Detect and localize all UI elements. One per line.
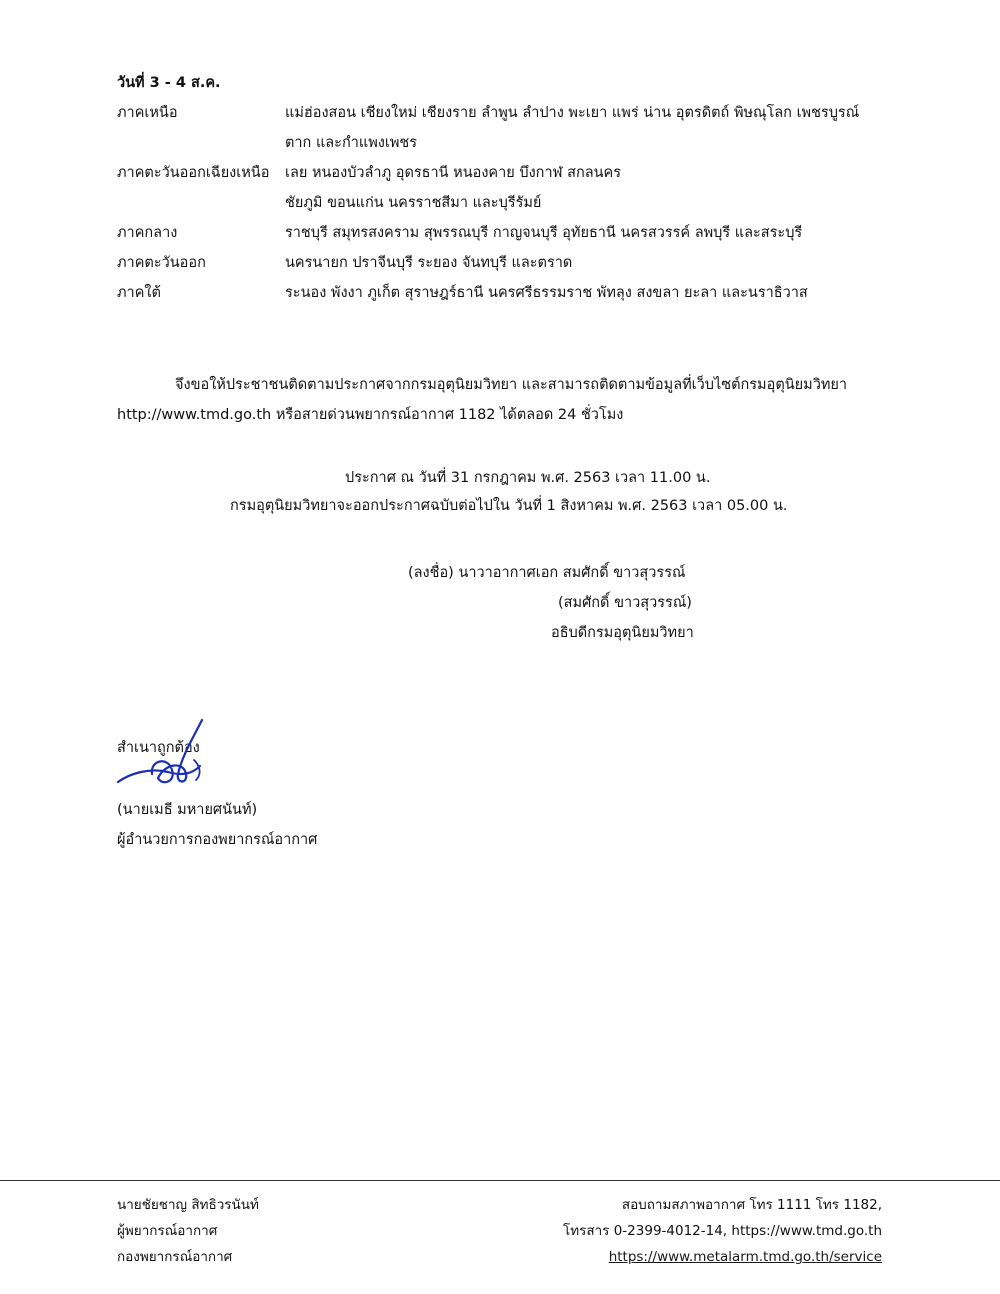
handwritten-signature (112, 716, 212, 792)
signatory-position: อธิบดีกรมอุตุนิยมวิทยา (551, 625, 694, 641)
forecast-date-heading: วันที่ 3 - 4 ส.ค. (117, 75, 221, 91)
announcement-issued: ประกาศ ณ วันที่ 31 กรกฎาคม พ.ศ. 2563 เวลา 11.00 น. (345, 470, 711, 486)
region-provinces-northeast-line2: ชัยภูมิ ขอนแก่น นครราชสีมา และบุรีรัมย์ (285, 195, 542, 211)
advisory-line-2: http://www.tmd.go.th หรือสายด่วนพยากรณ์อากาศ 1182 ได้ตลอด 24 ชั่วโมง (117, 407, 624, 423)
advisory-line-1: จึงขอให้ประชาชนติดตามประกาศจากกรมอุตุนิยมวิทยา และสามารถติดตามข้อมูลที่เว็บไซต์กรมอุตุนิยมวิทยา (175, 377, 848, 393)
region-label-south: ภาคใต้ (117, 285, 161, 301)
footer-divider (0, 1180, 1000, 1181)
certified-copy-label: สำเนาถูกต้อง (117, 740, 200, 756)
region-provinces-central: ราชบุรี สมุทรสงคราม สุพรรณบุรี กาญจนบุรี อุทัยธานี นครสวรรค์ ลพบุรี และสระบุรี (285, 225, 803, 241)
signatory-name: (สมศักดิ์ ขาวสุวรรณ์) (558, 595, 692, 611)
footer-forecaster-title: ผู้พยากรณ์อากาศ (117, 1223, 218, 1239)
footer-contact-phone: สอบถามสภาพอากาศ โทร 1111 โทร 1182, (621, 1197, 882, 1213)
region-label-central: ภาคกลาง (117, 225, 178, 241)
certified-name: (นายเมธี มหายศนันท์) (117, 802, 258, 818)
footer-forecaster-name: นายชัยชาญ สิทธิวรนันท์ (117, 1197, 259, 1213)
region-provinces-north-line2: ตาก และกำแพงเพชร (285, 135, 418, 151)
signatory-signed: (ลงชื่อ) นาวาอากาศเอก สมศักดิ์ ขาวสุวรรณ์ (408, 565, 686, 581)
region-provinces-east: นครนายก ปราจีนบุรี ระยอง จันทบุรี และตราด (285, 255, 573, 271)
announcement-next: กรมอุตุนิยมวิทยาจะออกประกาศฉบับต่อไปใน วันที่ 1 สิงหาคม พ.ศ. 2563 เวลา 05.00 น. (230, 498, 788, 514)
region-label-northeast: ภาคตะวันออกเฉียงเหนือ (117, 165, 270, 181)
region-label-north: ภาคเหนือ (117, 105, 178, 121)
region-provinces-northeast-line1: เลย หนองบัวลำภู อุดรธานี หนองคาย บึงกาฬ สกลนคร (285, 165, 622, 181)
region-provinces-north-line1: แม่ฮ่องสอน เชียงใหม่ เชียงราย ลำพูน ลำปาง พะเยา แพร่ น่าน อุตรดิตถ์ พิษณุโลก เพชรบูรณ์ (285, 105, 860, 121)
region-provinces-south: ระนอง พังงา ภูเก็ต สุราษฎร์ธานี นครศรีธรรมราช พัทลุง สงขลา ยะลา และนราธิวาส (285, 285, 808, 301)
region-label-east: ภาคตะวันออก (117, 255, 206, 271)
footer-service-link[interactable]: https://www.metalarm.tmd.go.th/service (608, 1249, 882, 1265)
certified-position: ผู้อำนวยการกองพยากรณ์อากาศ (117, 832, 318, 848)
footer-contact-fax: โทรสาร 0-2399-4012-14, https://www.tmd.go.th (562, 1223, 882, 1239)
footer-division: กองพยากรณ์อากาศ (117, 1249, 233, 1265)
